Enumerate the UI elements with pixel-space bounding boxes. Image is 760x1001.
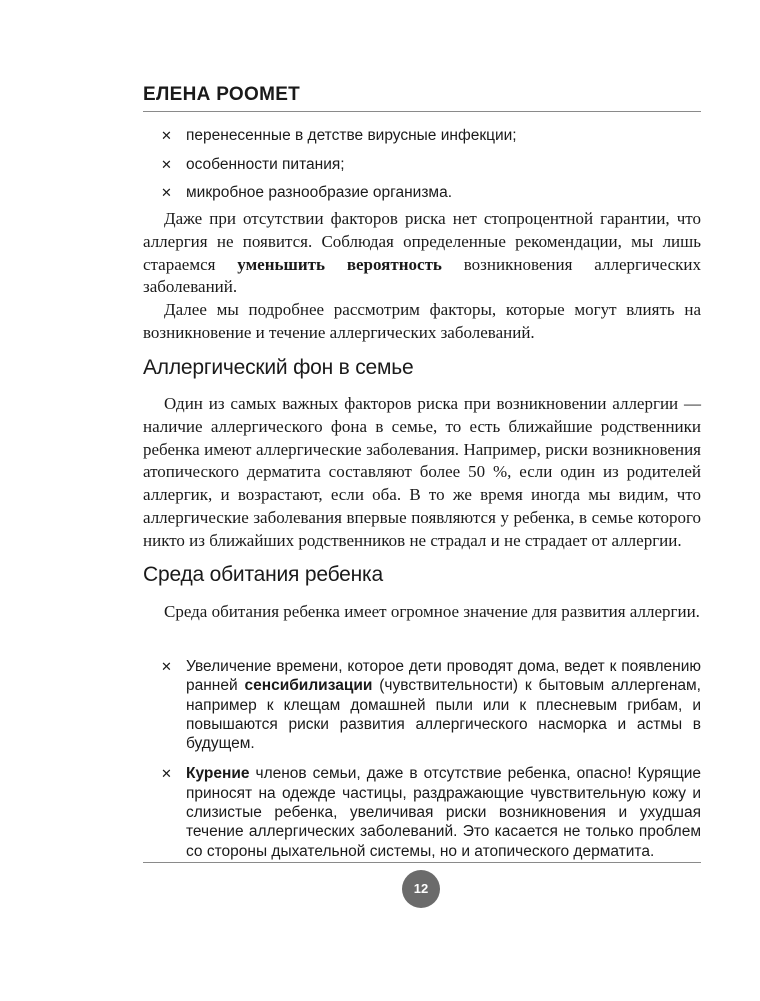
page-number-badge: 12 bbox=[402, 870, 440, 908]
running-header-author: ЕЛЕНА РООМЕТ bbox=[143, 84, 301, 105]
paragraph-intro-factors: Далее мы подробнее рассмотрим факторы, которые могут влиять на возникновение и течение аллергических заболеваний. bbox=[143, 300, 701, 342]
paragraph-no-guarantee: Даже при отсутствии факторов риска нет стопроцентной гарантии, что аллергия не появится. Соблюдая определенные рекомендации, мы лишь стараемся уменьшить вероятность возникновения аллергических заболеваний. bbox=[143, 209, 701, 297]
cross-mark-icon: ✕ bbox=[161, 185, 172, 200]
section-heading-family: Аллергический фон в семье bbox=[143, 356, 414, 379]
list-item-text: особенности питания; bbox=[186, 155, 345, 173]
section-heading-environment: Среда обитания ребенка bbox=[143, 563, 383, 586]
risk-factor-list bbox=[161, 125, 701, 211]
emphasis-text: уменьшить вероятность bbox=[237, 254, 442, 274]
cross-mark-icon: ✕ bbox=[161, 128, 172, 143]
cross-mark-icon: ✕ bbox=[161, 659, 172, 674]
list-item bbox=[161, 154, 701, 183]
list-item-text: перенесенные в детстве вирусные инфекции; bbox=[186, 127, 517, 144]
paragraph-family-background: Один из самых важных факторов риска при возникновении аллергии — наличие аллергического фона в семье, то есть ближайшие родственники ребенка имеют аллергические заболевания. Например, риски возникновения атопического дерматита составляют более 50 %, если один из родителей аллергик, и возрастают, если оба. В то же время иногда мы видим, что аллергические заболевания впервые появляются у ребенка, в семье которого никто из ближайших родственников не страдал и не страдает от аллергии. bbox=[143, 394, 701, 550]
list-item-text: микробное разнообразие организма. bbox=[186, 184, 453, 201]
environment-factor-list bbox=[161, 657, 701, 861]
emphasis-text: сенсибилизации bbox=[244, 677, 373, 695]
footer-divider bbox=[143, 862, 701, 863]
list-item bbox=[161, 182, 701, 211]
emphasis-text: Курение bbox=[186, 765, 250, 783]
cross-mark-icon: ✕ bbox=[161, 156, 172, 172]
list-item bbox=[161, 125, 701, 154]
list-item: ✕ Увеличение времени, которое дети проводят дома, ведет к появлению ранней сенсибилизации (чувствительности) к бытовым аллергенам, например к клещам домашней пыли или к плесневым грибам, и повышаются риски развития аллергического насморка и астмы в будущем. bbox=[161, 658, 701, 753]
cross-mark-icon: ✕ bbox=[161, 766, 172, 782]
header-divider bbox=[143, 111, 701, 112]
list-item: ✕ Курение членов семьи, даже в отсутствие ребенка, опасно! Курящие приносят на одежде частицы, раздражающие чувствительную кожу и слизистые ребенка, увеличивая риски возникновения и ухудшая течение аллергических заболеваний. Это касается не только проблем со стороны дыхательной системы, но и атопического дерматита. bbox=[161, 765, 701, 860]
paragraph-environment: Среда обитания ребенка имеет огромное значение для развития аллергии. bbox=[164, 602, 700, 621]
